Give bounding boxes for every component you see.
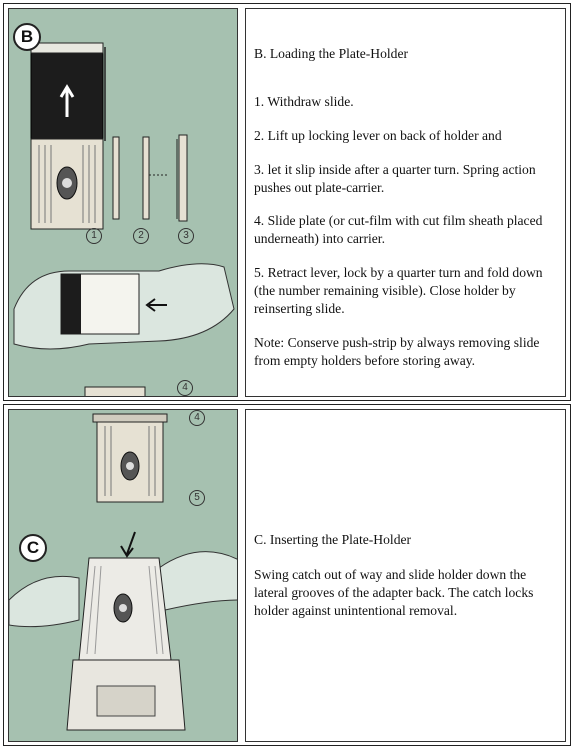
step-3: 3. let it slip inside after a quarter turn. Spring action pushes out plate-carrier.	[254, 162, 536, 195]
section-c-illustration	[8, 409, 238, 742]
figure-number: 4	[189, 410, 205, 426]
section-c-body: Swing catch out of way and slide holder down the lateral grooves of the adapter back. The catch locks holder against unintentional removal.	[254, 567, 534, 618]
step-5: 5. Retract lever, lock by a quarter turn and fold down (the number remaining visible). Close holder by reinserting slide.	[254, 265, 543, 316]
figure-number: 2	[133, 228, 149, 244]
section-b-title: B. Loading the Plate-Holder	[254, 46, 409, 61]
profile-1	[113, 137, 119, 219]
plate-holder-inserting-drawing	[9, 410, 238, 742]
section-b-text	[245, 8, 566, 397]
figure-number: 1	[86, 228, 102, 244]
profile-2	[143, 137, 149, 219]
figure-number: 4	[177, 380, 193, 396]
down-arrow-icon	[121, 532, 135, 556]
figure-number: 3	[178, 228, 194, 244]
section-c-title: C. Inserting the Plate-Holder	[254, 532, 412, 547]
section-b-badge: B	[13, 23, 41, 51]
left-hand	[9, 576, 79, 626]
plate-holder-loading-drawing	[9, 9, 238, 397]
note: Note: Conserve push-strip by always removing slide from empty holders before storing away.	[254, 335, 540, 368]
section-c-text	[245, 409, 566, 742]
step-2: 2. Lift up locking lever on back of holder and	[254, 128, 502, 143]
step-4: 4. Slide plate (or cut-film with cut film sheath placed underneath) into carrier.	[254, 213, 543, 246]
figure-number: 5	[189, 490, 205, 506]
profile-3	[179, 135, 187, 221]
step-1: 1. Withdraw slide.	[254, 94, 354, 109]
section-b-illustration	[8, 8, 238, 397]
section-c-badge: C	[19, 534, 47, 562]
right-hand	[159, 552, 238, 610]
